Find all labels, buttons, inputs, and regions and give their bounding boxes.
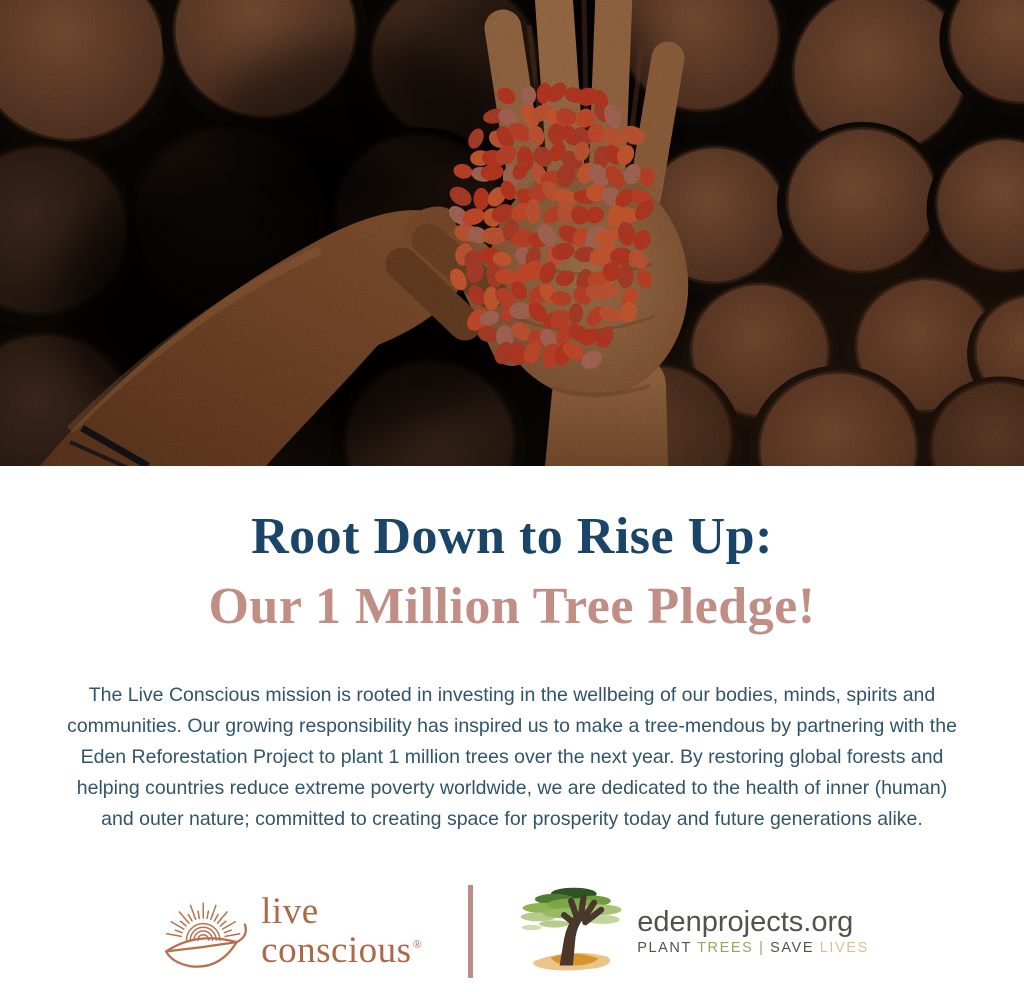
tagline-save: SAVE — [770, 939, 815, 956]
eden-tagline — [637, 940, 869, 956]
headline-line1: Root Down to Rise Up: — [251, 508, 773, 565]
registered-mark: ® — [412, 937, 423, 951]
tagline-lives: LIVES — [819, 939, 869, 956]
headline-line2: Our 1 Million Tree Pledge! — [208, 578, 816, 635]
live-conscious-logo — [155, 883, 422, 979]
live-conscious-wordmark — [261, 891, 423, 971]
tagline-plant: PLANT — [637, 939, 692, 956]
tagline-trees: TREES — [697, 939, 754, 956]
sun-leaf-icon — [155, 883, 257, 979]
eden-domain: edenprojects.org — [637, 905, 854, 938]
photo-grain — [0, 0, 1024, 466]
tagline-separator: | — [759, 939, 765, 956]
eden-projects-logo — [519, 881, 869, 981]
wordmark-live: live — [261, 891, 319, 932]
eden-text-block — [637, 907, 869, 956]
seeds-in-hands-photo — [0, 0, 1024, 466]
footer-logos — [0, 881, 1024, 981]
wordmark-conscious: conscious® — [261, 930, 423, 971]
logo-divider — [468, 885, 473, 978]
eden-tree-icon — [519, 881, 625, 981]
body-paragraph: The Live Conscious mission is rooted in investing in the wellbeing of our bodies, minds, spirits and communities. Our growing responsibility has inspired us to make a tree-mendous by partnering with the Eden Reforestation Project to plant 1 million trees over the next year. By restoring global forests and helping countries reduce extreme poverty worldwide, we are dedicated to the health of inner (human) and outer nature; committed to creating space for prosperity today and future generations alike. — [67, 684, 957, 830]
hero-photo — [0, 0, 1024, 466]
